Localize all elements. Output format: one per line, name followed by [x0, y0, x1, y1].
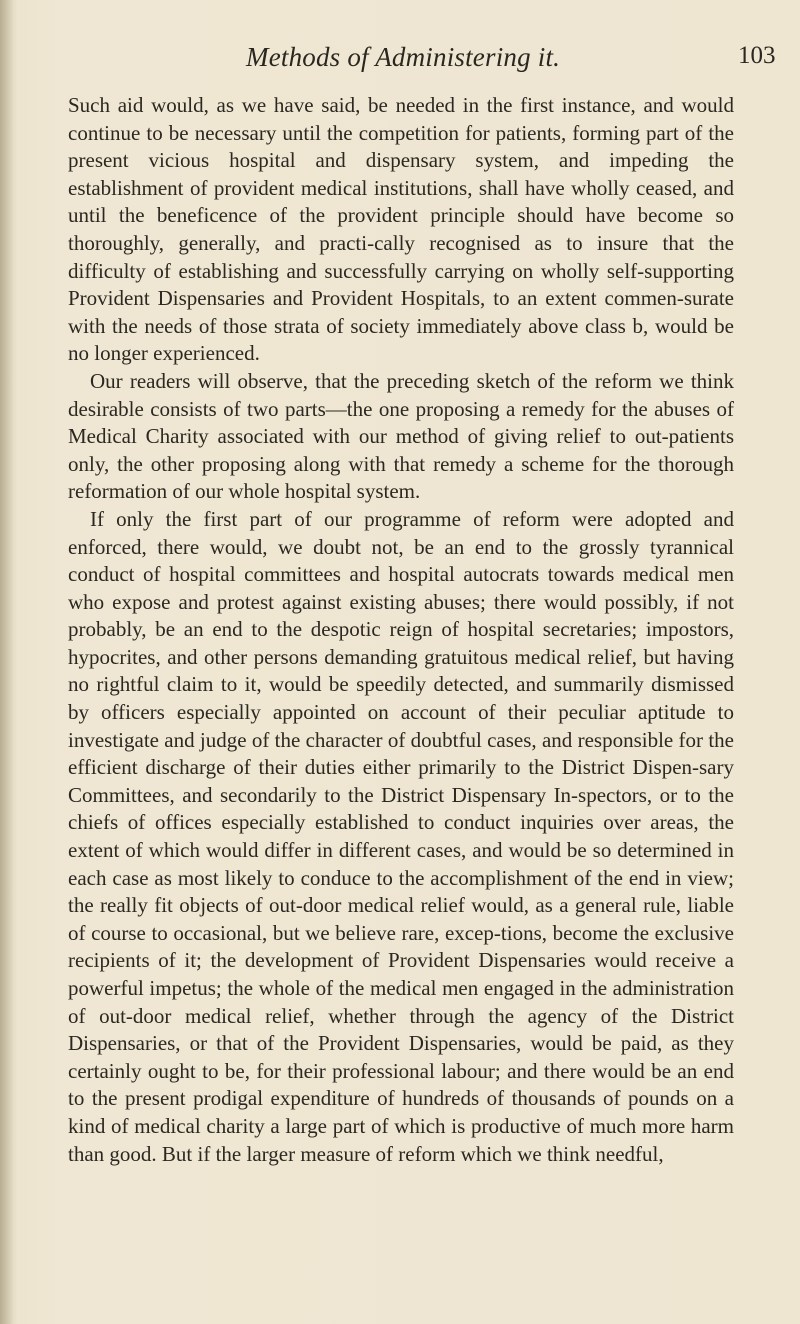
page-header [0, 42, 800, 82]
paragraph: Such aid would, as we have said, be needed in the first instance, and would continue to be necessary until the competition for patients, forming part of the present vicious hospital and dispensary system, and impeding the establishment of provident medical institutions, shall have wholly ceased, and until the beneficence of the provident principle should have become so thoroughly, generally, and practi-cally recognised as to insure that the difficulty of establishing and successfully carrying on wholly self-supporting Provident Dispensaries and Provident Hospitals, to an extent commen-surate with the needs of those strata of society immediately above class b, would be no longer experienced. [68, 93, 734, 366]
paragraph: Our readers will observe, that the preceding sketch of the reform we think desirable consists of two parts—the one proposing a remedy for the abuses of Medical Charity associated with our method of giving relief to out-patients only, the other proposing along with that remedy a scheme for the thorough reformation of our whole hospital system. [68, 368, 734, 504]
body-text [68, 92, 734, 1168]
running-title: Methods of Administering it. [246, 42, 561, 72]
paragraph: If only the first part of our programme of reform were adopted and enforced, there would, we doubt not, be an end to the grossly tyrannical conduct of hospital committees and hospital autocrats towards medical men who expose and protest against existing abuses; there would possibly, if not probably, be an end to the despotic reign of hospital secretaries; impostors, hypocrites, and other persons demanding gratuitous medical relief, but having no rightful claim to it, would be speedily detected, and summarily dismissed by officers especially appointed on account of their peculiar aptitude to investigate and judge of the character of doubtful cases, and responsible for the efficient discharge of their duties either primarily to the District Dispen-sary Committees, and secondarily to the District Dispensary In-spectors, or to the chiefs of offices especially established to conduct inquiries over areas, the extent of which would differ in different cases, and would be so determined in each case as most likely to conduce to the accomplishment of the end in view; the really fit objects of out-door medical relief would, as a general rule, liable of course to occasional, but we believe rare, excep-tions, become the exclusive recipients of it; the development of Provident Dispensaries would receive a powerful impetus; the whole of the medical men engaged in the administration of out-door medical relief, whether through the agency of the District Dispensaries, or that of the Provident Dispensaries, would be paid, as they certainly ought to be, for their professional labour; and there would be an end to the present prodigal expenditure of hundreds of thousands of pounds on a kind of medical charity a large part of which is productive of much more harm than good. But if the larger measure of reform which we think needful, [68, 506, 734, 1166]
page-gutter-shadow [0, 0, 14, 1324]
page-number: 103 [738, 42, 776, 69]
